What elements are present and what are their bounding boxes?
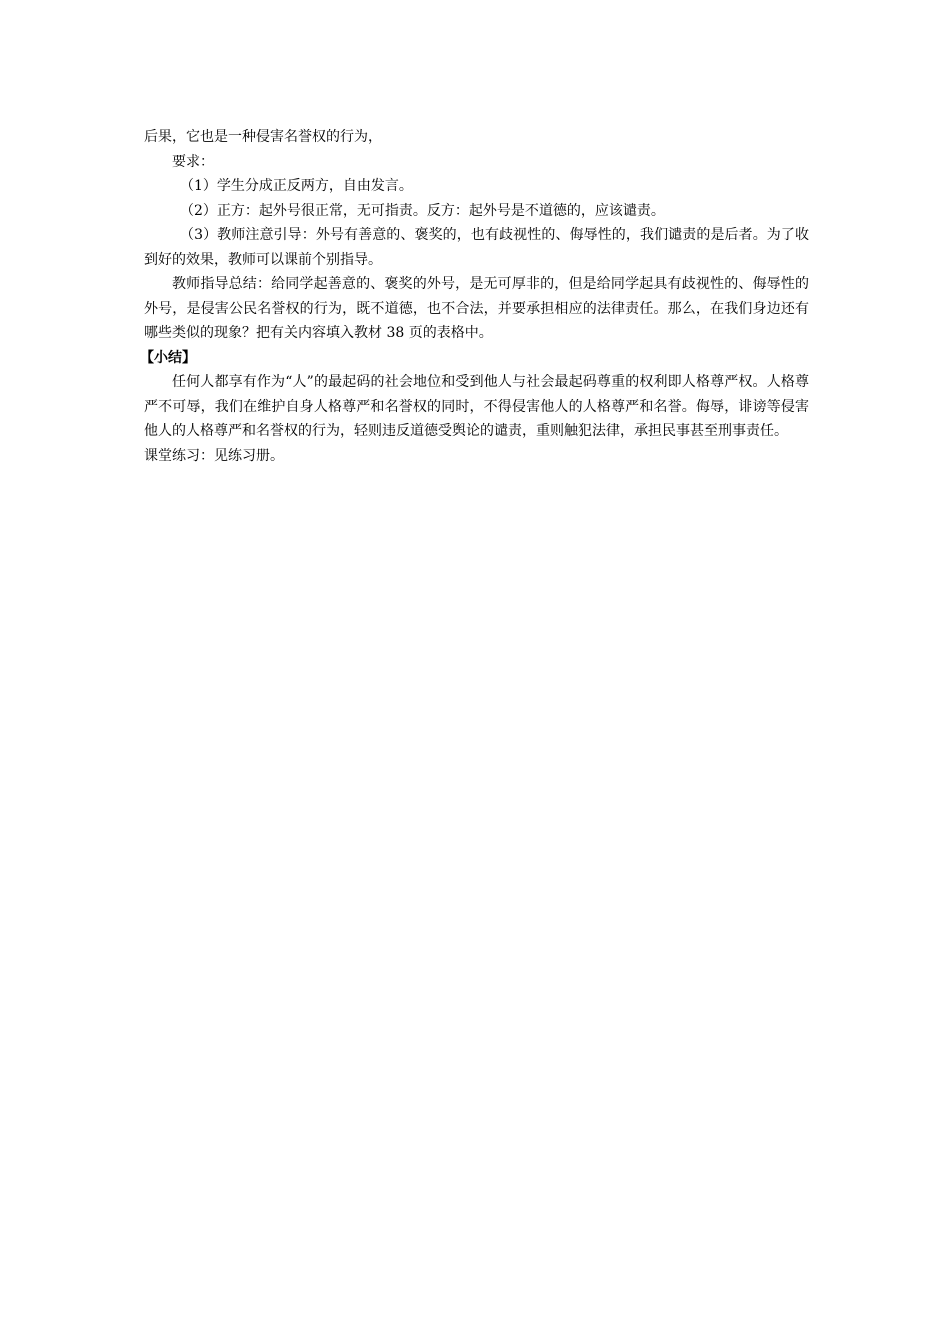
requirements-label: 要求： xyxy=(172,153,214,170)
requirement-2: （2）正方：起外号很正常，无可指责。反方：起外号是不道德的，应该谴责。 xyxy=(180,202,665,219)
summary-text: 任何人都享有作为“人”的最起码的社会地位和受到他人与社会最起码尊重的权利即人格尊严权。人格尊严不可辱，我们在维护自身人格尊严和名誉权的同时，不得侵害他人的人格尊严和名誉。侮辱，诽谤等侵害他人的人格尊严和名誉权的行为，轻则违反道德受舆论的谴责，重则触犯法律，承担民事甚至刑事责任。 xyxy=(144,374,809,439)
requirement-1: （1）学生分成正反两方，自由发言。 xyxy=(180,178,413,194)
classroom-practice: 课堂练习：见练习册。 xyxy=(144,447,284,464)
document-body xyxy=(140,125,809,468)
requirement-3: （3）教师注意引导：外号有善意的、褒奖的，也有歧视性的、侮辱性的，我们谴责的是后者。为了收到好的效果，教师可以课前个别指导。 xyxy=(144,227,809,268)
continuation-line: 后果，它也是一种侵害名誉权的行为， xyxy=(144,129,382,145)
teacher-summary: 教师指导总结：给同学起善意的、褒奖的外号，是无可厚非的，但是给同学起具有歧视性的、侮辱性的外号，是侵害公民名誉权的行为，既不道德，也不合法，并要承担相应的法律责任。那么，在我们身边还有哪些类似的现象？把有关内容填入教材 38 页的表格中。 xyxy=(144,276,809,341)
summary-heading: 【小结】 xyxy=(140,349,196,366)
